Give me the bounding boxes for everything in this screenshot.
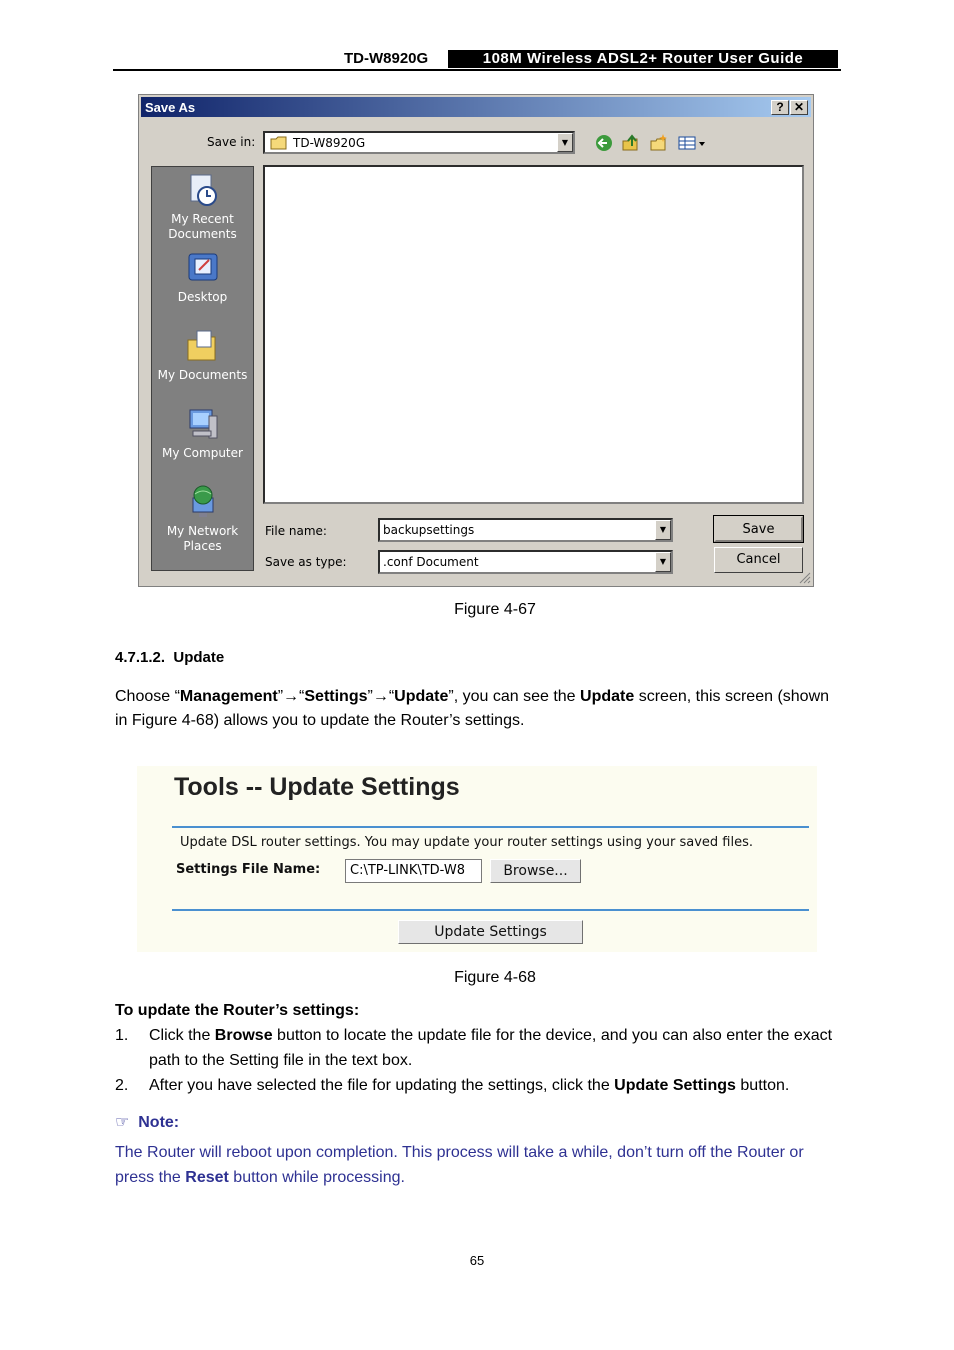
figure-caption-1: Figure 4-67 — [454, 601, 536, 618]
note-heading — [115, 1112, 179, 1132]
section-heading — [115, 649, 224, 666]
place-label: My Network Places — [166, 524, 239, 553]
intro-paragraph — [115, 685, 845, 733]
steps-title: To update the Router’s settings: — [115, 1002, 360, 1019]
page-number: 65 — [469, 1253, 485, 1268]
close-button[interactable]: ✕ — [790, 100, 808, 115]
save-type-select[interactable] — [378, 550, 673, 574]
save-button[interactable]: Save — [714, 516, 803, 542]
save-type-label: Save as type: — [265, 555, 347, 569]
panel-rule-top — [172, 826, 809, 828]
place-label: My Computer — [162, 446, 243, 460]
save-in-value: TD-W8920G — [293, 136, 366, 150]
step-bold: Browse — [214, 1027, 273, 1044]
chevron-down-icon[interactable]: ▼ — [655, 552, 671, 572]
intro-bold: Settings — [304, 688, 368, 705]
place-network[interactable] — [152, 484, 253, 554]
places-bar — [151, 166, 254, 571]
chevron-down-icon[interactable]: ▼ — [557, 133, 573, 152]
my-computer-icon — [185, 406, 221, 442]
place-my-documents[interactable] — [152, 328, 253, 383]
note-text: The Router will reboot upon completion. This process will take a while, don’t turn off the Router or press the — [115, 1144, 804, 1186]
intro-text: ”→“ — [277, 688, 305, 705]
chevron-down-icon[interactable]: ▼ — [655, 520, 671, 540]
step-text-part: button. — [735, 1077, 790, 1094]
note-body — [115, 1140, 843, 1190]
my-documents-icon — [185, 328, 221, 364]
folder-icon — [270, 136, 288, 150]
header-title: 108M Wireless ADSL2+ Router User Guide — [448, 50, 838, 68]
panel-description: Update DSL router settings. You may update your router settings using your saved files. — [180, 835, 754, 850]
panel-title: Tools -- Update Settings — [174, 773, 460, 801]
recent-documents-icon — [185, 172, 221, 208]
update-settings-panel — [137, 766, 817, 952]
step-bold: Update Settings — [614, 1077, 736, 1094]
settings-file-label: Settings File Name: — [176, 862, 321, 877]
intro-text: ”, you can see the — [448, 688, 581, 705]
place-label: Desktop — [177, 290, 228, 304]
note-text: button while processing. — [228, 1169, 405, 1186]
intro-text: screen, this screen (shown in Figure 4-68) allows you to update the Router’s settings. — [115, 688, 830, 729]
intro-bold: Update — [580, 688, 635, 705]
step-text-part: button to locate the update file for the device, and you can also enter the exact path to the Setting file in the text box. — [149, 1027, 833, 1069]
file-name-input[interactable] — [378, 518, 673, 542]
file-list-area[interactable] — [263, 165, 804, 504]
header-rule — [113, 69, 841, 71]
step-text — [149, 1023, 844, 1073]
intro-text: ”→“ — [367, 688, 395, 705]
place-my-computer[interactable] — [152, 406, 253, 461]
section-title: Update — [173, 649, 225, 666]
cancel-button[interactable]: Cancel — [714, 547, 803, 573]
place-label: My Recent Documents — [168, 212, 237, 241]
update-settings-button[interactable]: Update Settings — [398, 920, 583, 944]
figure-caption-2: Figure 4-68 — [454, 969, 536, 986]
step-number: 2. — [115, 1077, 129, 1094]
browse-button[interactable]: Browse... — [490, 859, 581, 883]
file-name-label: File name: — [265, 524, 327, 538]
step-text-part: Click the — [149, 1027, 215, 1044]
step-number: 1. — [115, 1027, 129, 1044]
place-label: My Documents — [157, 368, 248, 382]
step-text — [149, 1073, 844, 1098]
up-folder-icon[interactable] — [621, 133, 641, 153]
place-desktop[interactable] — [152, 250, 253, 305]
panel-rule-bottom — [172, 909, 809, 911]
dialog-title: Save As — [145, 100, 196, 115]
dialog-titlebar — [141, 97, 811, 117]
settings-file-input[interactable]: C:\TP-LINK\TD-W8 — [345, 859, 482, 883]
views-menu-icon[interactable] — [677, 133, 707, 153]
step-text-part: After you have selected the file for updating the settings, click the — [149, 1077, 615, 1094]
intro-bold: Management — [179, 688, 278, 705]
pointing-hand-icon: ☞ — [115, 1112, 130, 1131]
save-in-combo[interactable] — [263, 131, 575, 154]
note-title: Note: — [138, 1114, 180, 1131]
save-as-dialog — [138, 94, 814, 587]
file-name-value: backupsettings — [383, 523, 475, 537]
intro-text: Choose “ — [115, 688, 180, 705]
back-icon[interactable] — [594, 133, 614, 153]
resize-grip-icon[interactable] — [797, 570, 811, 584]
header-model: TD-W8920G — [344, 50, 429, 67]
help-button[interactable]: ? — [771, 100, 789, 115]
save-in-label: Save in: — [207, 135, 256, 149]
new-folder-icon[interactable] — [649, 133, 669, 153]
section-number: 4.7.1.2. — [115, 649, 166, 666]
intro-bold: Update — [394, 688, 449, 705]
save-type-value: .conf Document — [383, 555, 479, 569]
network-places-icon — [185, 484, 221, 520]
note-bold: Reset — [185, 1169, 229, 1186]
place-recent-documents[interactable] — [152, 172, 253, 242]
desktop-icon — [185, 250, 221, 286]
